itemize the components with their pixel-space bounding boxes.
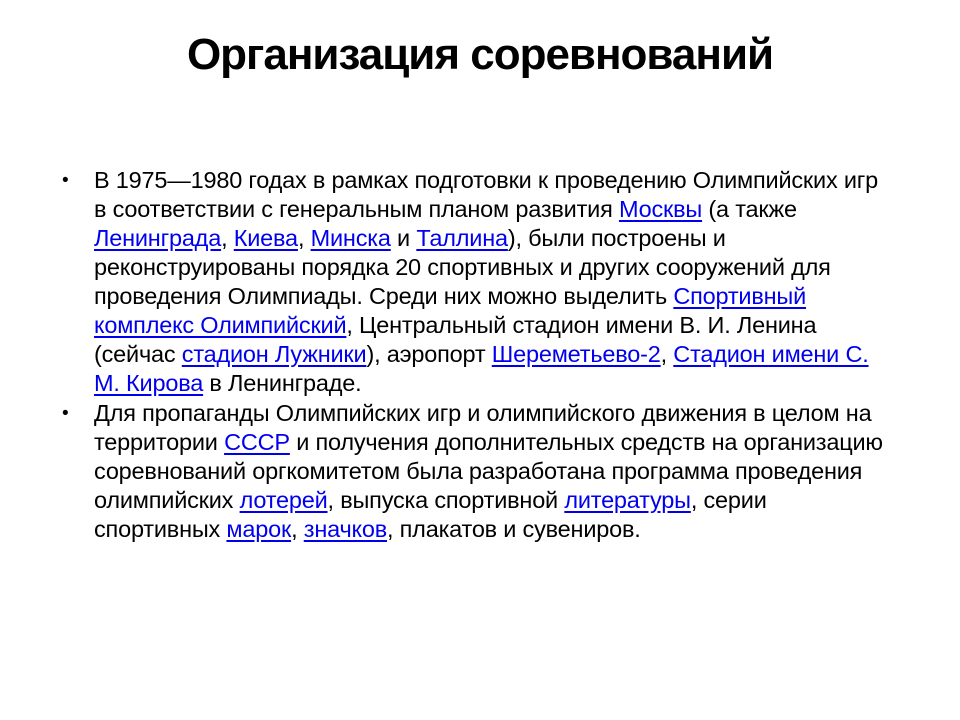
bullet-marker-icon: • [62, 403, 69, 424]
inline-link[interactable]: лотерей [239, 487, 328, 513]
text-run: , Центральный стадион имени В. И. Ленина (сейчас [94, 312, 817, 367]
text-run: (а также [702, 196, 797, 222]
text-run: , [297, 225, 311, 251]
inline-link[interactable]: значков [303, 516, 387, 542]
inline-link[interactable]: Ленинграда [94, 225, 222, 251]
bullet-marker-icon: • [62, 170, 69, 191]
inline-link[interactable]: Стадион имени С. М. Кирова [94, 341, 869, 396]
inline-link[interactable]: марок [226, 516, 292, 542]
inline-link[interactable]: стадион Лужники [181, 341, 367, 367]
text-run: и получения дополнительных средств на организацию соревнований оргкомитетом была разработана программа проведения олимпийских [94, 429, 883, 513]
text-run: , серии спортивных [94, 487, 767, 542]
text-run: Для пропаганды Олимпийских игр и олимпийского движения в целом на территории [94, 400, 872, 455]
inline-link[interactable]: СССР [224, 429, 290, 455]
bullet-item [50, 399, 895, 544]
inline-link[interactable]: литературы [564, 487, 691, 513]
text-run: , [221, 225, 234, 251]
bullet-text [94, 166, 895, 398]
bullet-item [50, 166, 895, 398]
text-run: В 1975—1980 годах в рамках подготовки к проведению Олимпийских игр в соответствии с генеральным планом развития [94, 167, 878, 222]
inline-link[interactable]: Таллина [416, 225, 508, 251]
text-run: и [390, 225, 417, 251]
text-run: , плакатов и сувениров. [387, 516, 641, 542]
slide-body [50, 166, 895, 545]
bullet-text [94, 399, 895, 544]
text-run: ), аэропорт [366, 341, 492, 367]
inline-link[interactable]: Москвы [618, 196, 703, 222]
inline-link[interactable]: Киева [233, 225, 298, 251]
inline-link[interactable]: Шереметьево-2 [491, 341, 661, 367]
text-run: , выпуска спортивной [327, 487, 565, 513]
text-run: ), были построены и реконструированы порядка 20 спортивных и других сооружений для проведения Олимпиады. Среди них можно выделить [94, 225, 831, 309]
inline-link[interactable]: Спортивный комплекс Олимпийский [94, 283, 807, 338]
text-run: , [291, 516, 304, 542]
bullet-list [50, 166, 895, 544]
slide-title: Организация соревнований [186, 30, 774, 79]
inline-link[interactable]: Минска [310, 225, 391, 251]
text-run: в Ленинграде. [203, 370, 362, 396]
text-run: , [660, 341, 674, 367]
